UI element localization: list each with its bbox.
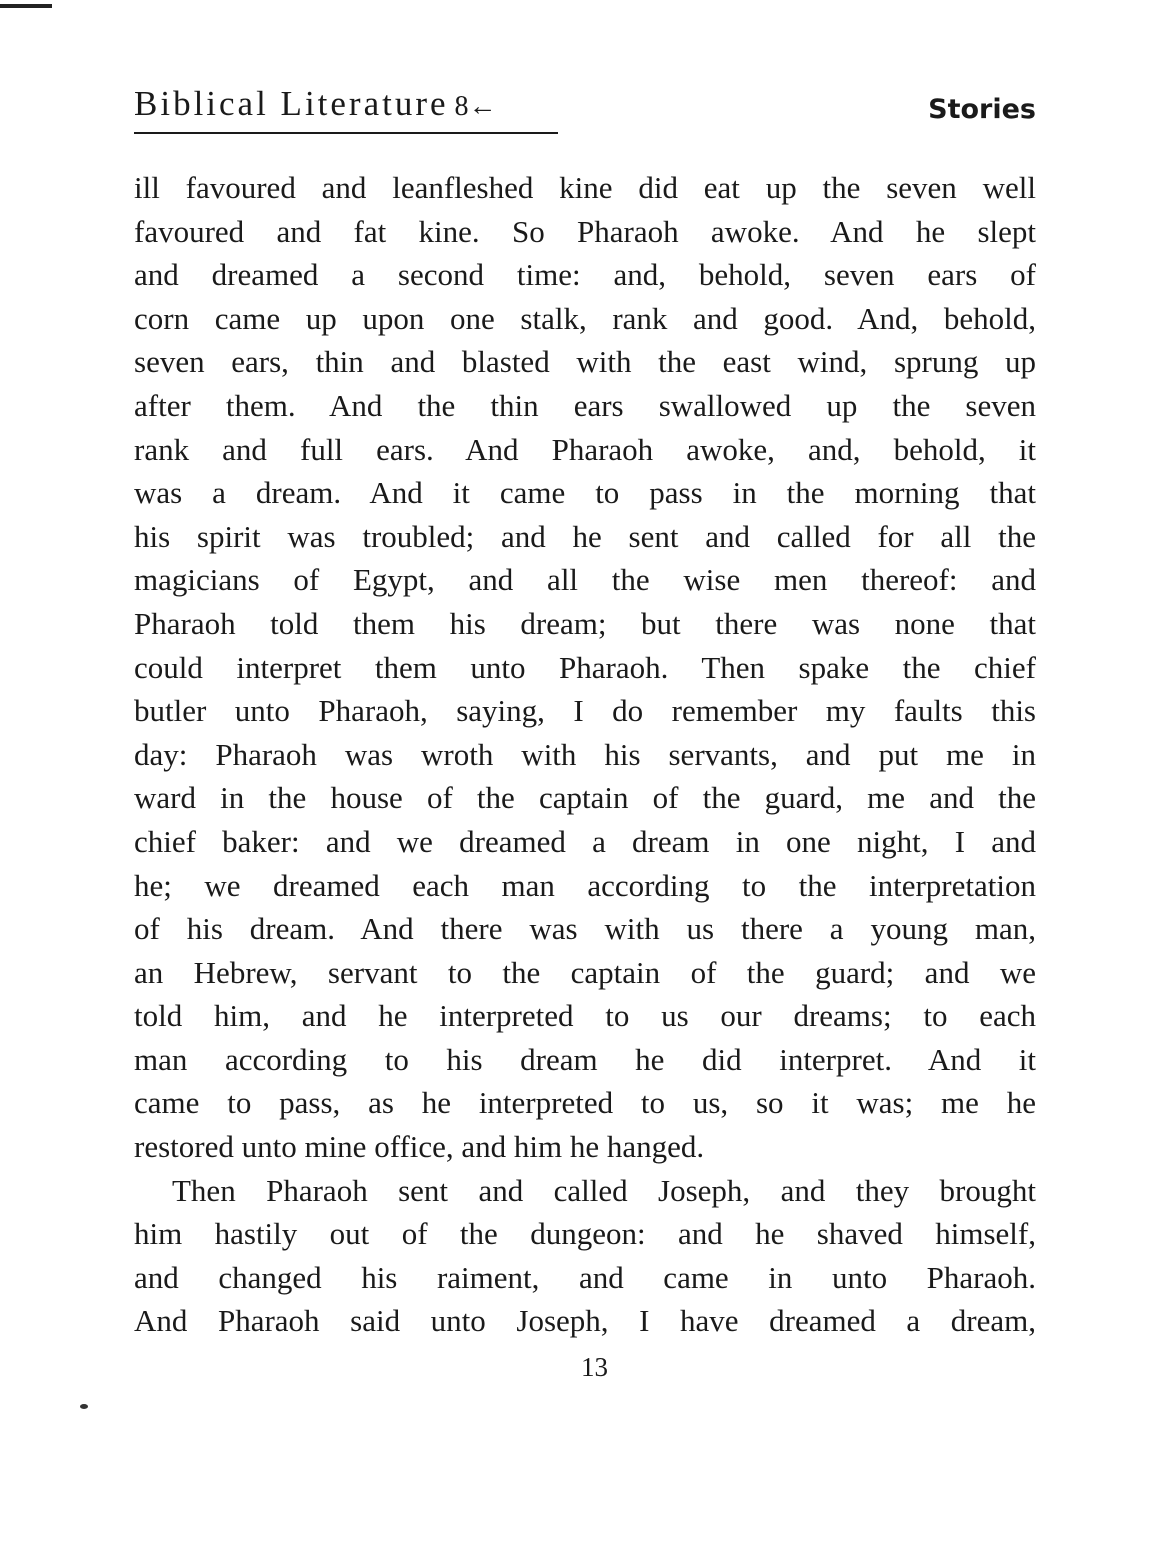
text-line: him hastily out of the dungeon: and he shaved himself,: [134, 1216, 1036, 1252]
text-line: And Pharaoh said unto Joseph, I have dreamed a dream,: [134, 1303, 1036, 1339]
text-line: restored unto mine office, and him he hanged.: [134, 1129, 705, 1165]
paragraph: [134, 1169, 1036, 1343]
text-line: he; we dreamed each man according to the interpretation: [134, 867, 1036, 903]
text-line: could interpret them unto Pharaoh. Then spake the chief: [134, 649, 1036, 685]
running-title-text: Biblical Literature: [134, 84, 449, 123]
body-text: [134, 166, 1036, 1343]
text-line: told him, and he interpreted to us our dreams; to each: [134, 998, 1036, 1034]
text-line: and dreamed a second time: and, behold, seven ears of: [134, 257, 1036, 293]
running-title-ornament: 8←: [454, 91, 497, 122]
text-line: Pharaoh told them his dream; but there was none that: [134, 605, 1036, 641]
page-number-text: 13: [581, 1352, 608, 1382]
running-title-rule: [134, 132, 558, 134]
text-line: ill favoured and leanfleshed kine did eat up the seven well: [134, 170, 1036, 205]
text-line: Then Pharaoh sent and called Joseph, and they brought: [172, 1172, 1036, 1208]
scan-speck: [80, 1404, 88, 1409]
text-line: day: Pharaoh was wroth with his servants, and put me in: [134, 736, 1036, 772]
section-label: Stories: [928, 94, 1036, 125]
scan-edge-mark: [0, 4, 52, 8]
text-line: butler unto Pharaoh, saying, I do remember my faults this: [134, 693, 1036, 729]
text-line: chief baker: and we dreamed a dream in one night, I and: [134, 823, 1036, 859]
text-line: rank and full ears. And Pharaoh awoke, and, behold, it: [134, 431, 1036, 467]
text-line: was a dream. And it came to pass in the morning that: [134, 475, 1036, 511]
text-line: seven ears, thin and blasted with the east wind, sprung up: [134, 344, 1036, 380]
text-line: magicians of Egypt, and all the wise men thereof: and: [134, 562, 1036, 598]
page-number: [0, 1352, 1171, 1383]
text-line: ward in the house of the captain of the guard, me and the: [134, 780, 1036, 816]
paragraph: [134, 166, 1036, 1169]
text-line: an Hebrew, servant to the captain of the guard; and we: [134, 954, 1036, 990]
running-title: [134, 84, 497, 124]
text-line: favoured and fat kine. So Pharaoh awoke. And he slept: [134, 213, 1036, 249]
text-line: after them. And the thin ears swallowed up the seven: [134, 387, 1036, 423]
text-line: and changed his raiment, and came in unto Pharaoh.: [134, 1259, 1036, 1295]
text-line: of his dream. And there was with us there a young man,: [134, 911, 1036, 947]
text-line: corn came up upon one stalk, rank and good. And, behold,: [134, 300, 1036, 336]
text-line: came to pass, as he interpreted to us, so it was; me he: [134, 1085, 1036, 1121]
page-header: [134, 84, 1036, 144]
text-line: his spirit was troubled; and he sent and called for all the: [134, 518, 1036, 554]
text-line: man according to his dream he did interpret. And it: [134, 1041, 1036, 1077]
